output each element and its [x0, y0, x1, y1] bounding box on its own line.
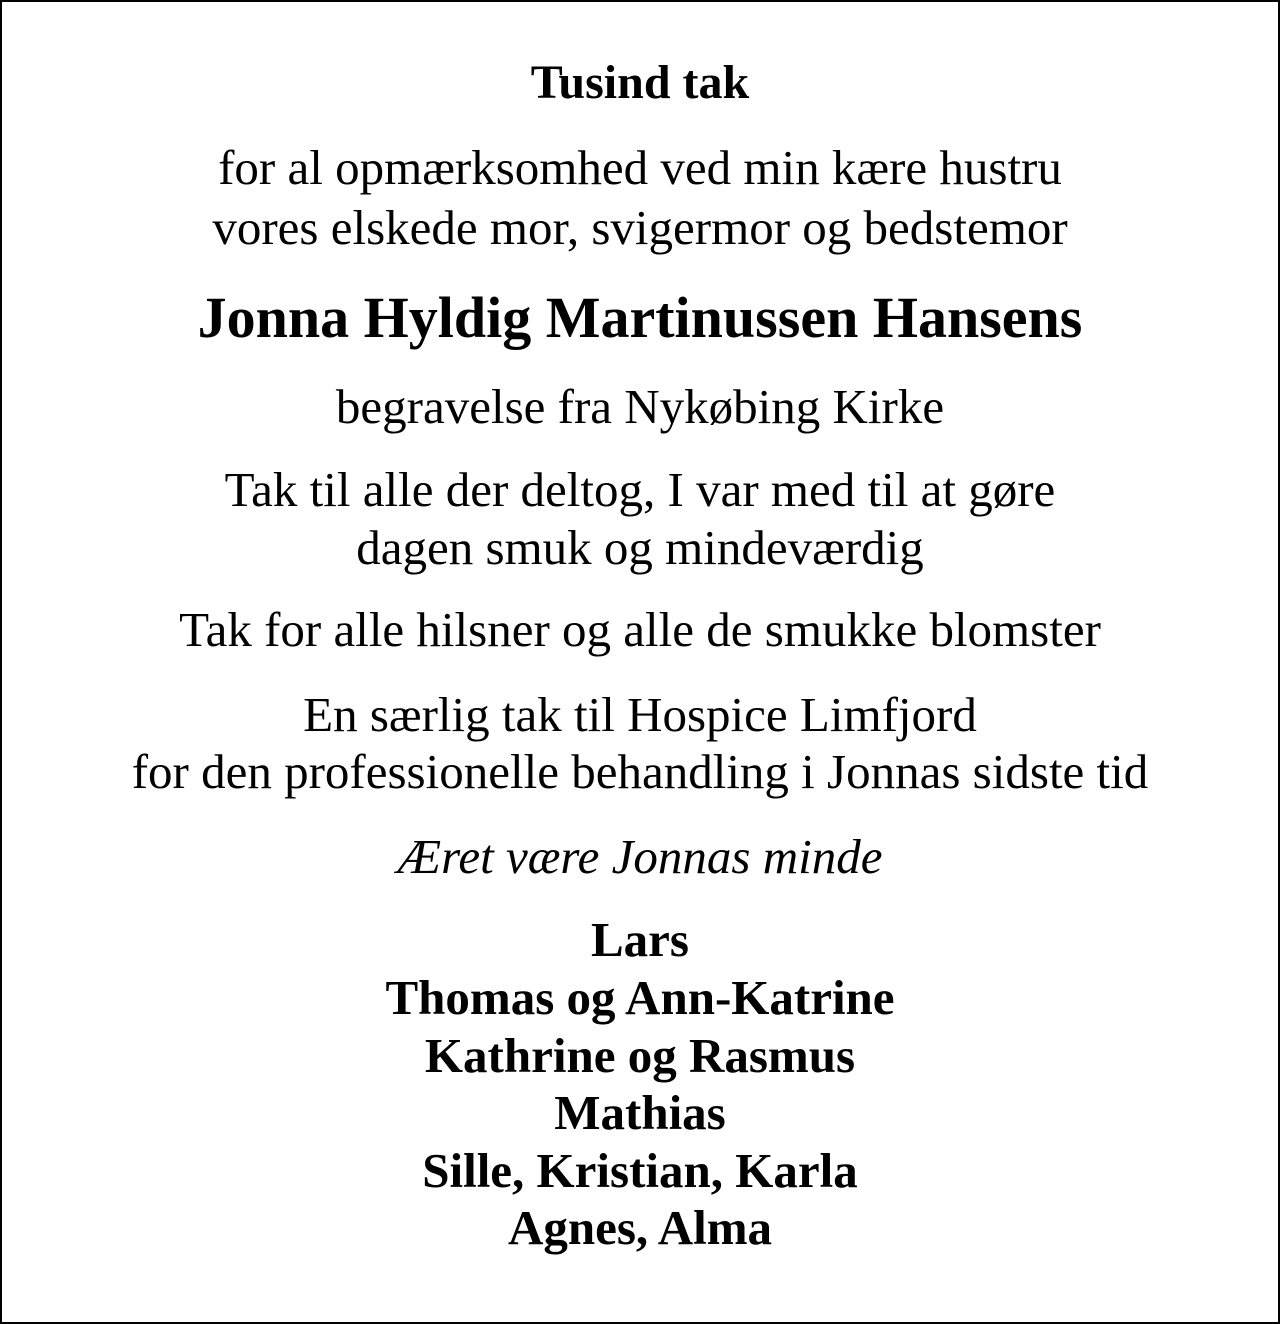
intro-line-2: vores elskede mor, svigermor og bedstemor — [212, 200, 1068, 255]
hospice-line-1: En særlig tak til Hospice Limfjord — [303, 687, 977, 742]
intro-line-1: for al opmærksomhed ved min kære hustru — [218, 140, 1062, 195]
signatory: Kathrine og Rasmus — [424, 1028, 856, 1083]
flowers-line: Tak for alle hilsner og alle de smukke blomster — [179, 602, 1101, 657]
signatory: Sille, Kristian, Karla — [422, 1143, 858, 1198]
attendance-line-2: dagen smuk og mindeværdig — [356, 520, 924, 575]
signatory: Mathias — [554, 1085, 726, 1140]
signatory: Thomas og Ann-Katrine — [385, 970, 895, 1025]
heading: Tusind tak — [530, 56, 750, 109]
memory-line: Æret være Jonnas minde — [397, 829, 883, 884]
signatory: Agnes, Alma — [507, 1200, 773, 1255]
signatory: Lars — [591, 912, 689, 967]
deceased-name: Jonna Hyldig Martinussen Hansens — [197, 285, 1083, 350]
hospice-line-2: for den professionelle behandling i Jonnas sidste tid — [131, 744, 1149, 799]
funeral-line: begravelse fra Nykøbing Kirke — [335, 379, 945, 434]
attendance-line-1: Tak til alle der deltog, I var med til at gøre — [224, 462, 1056, 517]
